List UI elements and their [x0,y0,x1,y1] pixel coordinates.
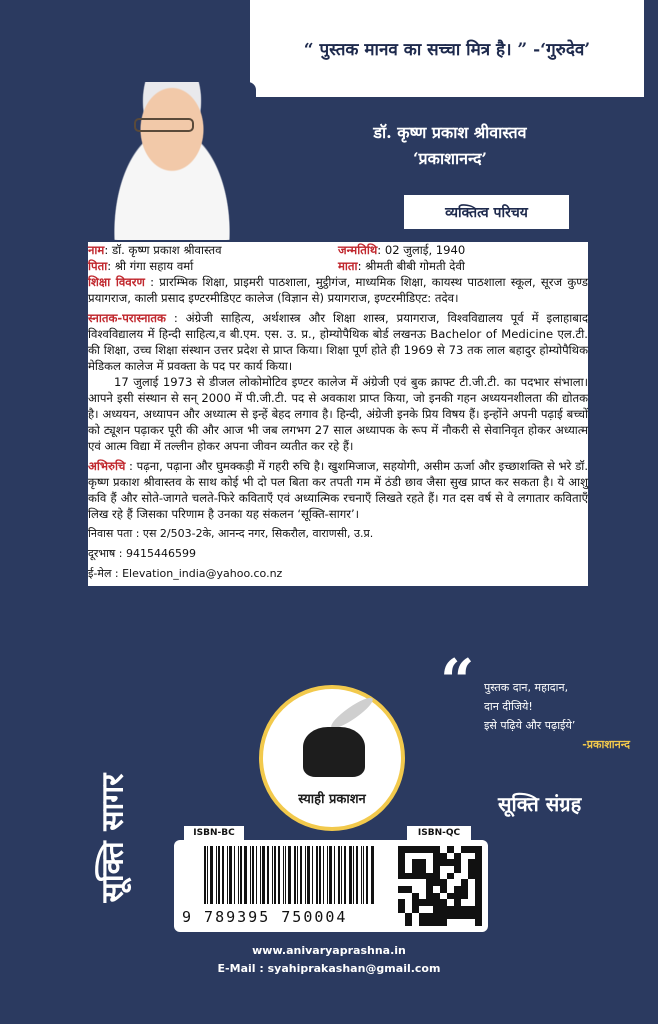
barcode-bar [294,846,296,904]
qr-cell [475,866,482,873]
qr-cell [454,866,461,873]
isbn-qc-label: ISBN-QC [407,826,471,840]
qr-cell [433,866,440,873]
qr-code-icon [398,846,482,926]
barcode-bar [356,846,358,904]
qr-cell [440,853,447,860]
quote-box [250,0,644,97]
education-text: : प्रारम्भिक शिक्षा, प्राइमरी पाठशाला, मुट्ठीगंज, माध्यमिक शिक्षा, कायस्थ पाठशाला स्कूल, सूरज कुण्ड प्रयागराज, काली प्रसाद इण्टरमीडिएट कालेज (विज्ञान से) प्रयागराज, इण्टरमीडिएट: तदेव। [88,275,588,305]
qr-cell [398,919,405,926]
interest-label: अभिरुचि [88,459,126,473]
career-paragraph: 17 जुलाई 1973 से डीजल लोकोमोटिव इण्टर कालेज में अंग्रेजी एवं बुक क्राफ्ट टी.जी.टी. का पदभार संभाला। आपने इसी संस्थान से सन् 2000 में पी.जी.टी. पद से अवकाश प्राप्त किया, जो इनकी गहन अध्ययनशीलता की द्योतक है। अध्ययन, अध्यापन और अध्यात्म से इन्हें बेहद लगाव है। हिन्दी, अंग्रेजी इनके प्रिय विषय हैं। इन्होंने अपनी पढ़ाई बच्चों को ट्यूशन पढ़ाकर पूरी की और आज भी जब लगभग 27 साल अध्यापक के रूप में नौकरी से सेवानिवृत होकर अध्यात्म एवं आत्म विद्या में तल्लीन होकर अपना जीवन व्यतीत कर रहे हैं। [88,375,588,453]
qr-cell [412,886,419,893]
barcode-bar [210,846,213,904]
qr-cell [468,879,475,886]
father-label: पिता [88,259,108,273]
qr-cell [447,846,454,853]
qr-cell [405,879,412,886]
qr-cell [461,853,468,860]
father-value: : श्री गंगा सहाय वर्मा [107,259,194,273]
qr-cell [447,906,454,913]
qr-cell [412,859,419,866]
qr-cell [419,906,426,913]
barcode-bar [344,846,346,904]
author-pen-name: ‘प्रकाशानन्द’ [412,149,488,168]
qr-cell [426,846,433,853]
qr-cell [461,846,468,853]
qr-cell [475,893,482,900]
spine-title [84,748,138,928]
qr-cell [433,859,440,866]
qr-cell [426,886,433,893]
qr-cell [419,919,426,926]
isbn-bc-label: ISBN-BC [184,826,244,840]
qr-cell [454,886,461,893]
qr-cell [398,886,405,893]
qr-cell [468,846,475,853]
side-quote-line-1: पुस्तक दान, महादान, [484,681,569,694]
barcode-bar [229,846,232,904]
qr-cell [433,919,440,926]
qr-cell [412,866,419,873]
qr-cell [440,893,447,900]
graduation-label: स्नातक-परास्नातक [88,311,166,325]
qr-cell [398,913,405,920]
qr-cell [447,866,454,873]
qr-cell [426,853,433,860]
qr-cell [454,913,461,920]
qr-cell [468,873,475,880]
qr-cell [447,886,454,893]
interest-paragraph [88,458,588,522]
qr-cell [405,893,412,900]
barcode-bar [297,846,298,904]
qr-cell [440,899,447,906]
qr-cell [419,866,426,873]
barcode-bar [260,846,261,904]
qr-cell [419,893,426,900]
qr-cell [433,846,440,853]
qr-cell [419,879,426,886]
barcode-bar [256,846,257,904]
qr-cell [433,893,440,900]
barcode-bar [327,846,328,904]
barcode-bar [240,846,242,904]
qr-cell [405,919,412,926]
barcode-bar [341,846,342,904]
inkpot-icon [303,727,365,777]
barcode-bar [262,846,265,904]
dob-label: जन्मतिथि [338,243,378,257]
qr-cell [461,899,468,906]
glasses-shape [134,118,194,132]
father-field [88,258,338,274]
qr-cell [447,873,454,880]
qr-cell [475,846,482,853]
side-quote-line-2: दान दीजिये! [484,700,533,713]
qr-cell [475,913,482,920]
qr-cell [440,919,447,926]
barcode-bar [216,846,217,904]
qr-cell [454,873,461,880]
qr-cell [405,906,412,913]
education-paragraph [88,274,588,306]
qr-cell [440,873,447,880]
barcode-bar [274,846,276,904]
qr-cell [433,879,440,886]
qr-cell [475,853,482,860]
qr-cell [440,846,447,853]
qr-cell [461,873,468,880]
qr-cell [440,913,447,920]
barcode-bar [353,846,354,904]
mother-label: माता [338,259,358,273]
qr-cell [405,899,412,906]
barcode-bar [312,846,313,904]
interest-text: : पढ़ना, पढ़ाना और घुमक्कड़ी में गहरी रुचि है। खुशमिजाज, सहयोगी, असीम ऊर्जा और इच्छाशक्ति से भरे डॉ. कृष्ण प्रकाश श्रीवास्तव के साथ कोई भी दो पल बिता कर तपती गम में ठंडी छाव जैसा सुख प्राप्त कर सकता है। ये आशु कवि हैं और सोते-जागते चलते-फिरे कविताएँ एवं अध्यात्मिक रचनाएँ लिखते रहते हैं। गत दस वर्ष से वे लगातार कविताएँ लिख रहे हैं जिसका परिणाम है उनका यह संकलन ‘सूक्ति-सागर’। [88,459,588,521]
qr-cell [433,853,440,860]
qr-cell [398,853,405,860]
qr-cell [475,906,482,913]
qr-cell [405,866,412,873]
qr-cell [419,886,426,893]
qr-cell [447,919,454,926]
qr-cell [447,899,454,906]
dob-value: : 02 जुलाई, 1940 [377,243,466,257]
publisher-name: स्याही प्रकाशन [298,792,366,807]
barcode-bar [338,846,340,904]
qr-cell [447,893,454,900]
barcode-bar [244,846,247,904]
barcode-bar [366,846,368,904]
barcode-bar [204,846,206,904]
publisher-logo [259,685,405,831]
bio-row-2 [88,258,588,274]
qr-cell [433,873,440,880]
qr-cell [454,899,461,906]
barcode-bar [278,846,280,904]
barcode-bar [285,846,286,904]
qr-cell [468,919,475,926]
qr-cell [426,913,433,920]
qr-cell [454,879,461,886]
bio-row-1 [88,242,588,258]
footer-email: E-Mail : syahiprakashan@gmail.com [217,962,441,975]
barcode-bar [222,846,224,904]
qr-cell [475,879,482,886]
author-name: डॉ. कृष्ण प्रकाश श्रीवास्तव [373,123,527,142]
qr-cell [426,893,433,900]
barcode-bar [252,846,254,904]
email: ई-मेल : Elevation_india@yahoo.co.nz [88,567,283,580]
qr-cell [454,859,461,866]
barcode-bar [316,846,318,904]
barcode-bar [218,846,220,904]
barcode-bar [371,846,374,904]
qr-cell [398,879,405,886]
qr-cell [433,886,440,893]
mother-value: : श्रीमती बीबी गोमती देवी [357,259,465,273]
side-quote-signature: -प्रकाशानन्द [582,738,630,751]
qr-cell [461,859,468,866]
barcode-bar [329,846,332,904]
qr-cell [419,846,426,853]
barcode-bar [234,846,235,904]
qr-cell [426,873,433,880]
qr-cell [412,919,419,926]
qr-cell [440,879,447,886]
qr-cell [405,846,412,853]
bio-panel [88,242,588,586]
qr-cell [468,899,475,906]
website-link[interactable]: www.anivaryaprashna.in [252,944,406,957]
qr-cell [433,906,440,913]
barcode-bar [250,846,251,904]
qr-cell [426,899,433,906]
qr-cell [405,853,412,860]
barcode-bar [238,846,239,904]
address: निवास पता : एस 2/503-2के, आनन्द नगर, सिकरौल, वाराणसी, उ.प्र. [88,527,374,540]
qr-cell [454,853,461,860]
quote-text: “ पुस्तक मानव का सच्चा मित्र है। ” -‘गुरुदेव’ [303,40,591,60]
qr-cell [468,906,475,913]
barcode-bar [288,846,291,904]
qr-cell [398,873,405,880]
qr-cell [405,913,412,920]
barcode-bar [319,846,321,904]
qr-cell [468,893,475,900]
isbn-number: 9 789395 750004 [182,908,348,926]
qr-cell [475,886,482,893]
name-label: नाम [88,243,105,257]
qr-cell [461,919,468,926]
qr-cell [412,879,419,886]
barcode-bar [361,846,362,904]
qr-cell [398,846,405,853]
qr-cell [398,893,405,900]
qr-panel [392,840,488,932]
spine-title-text: सूक्ति सागर [95,773,131,903]
qr-cell [398,859,405,866]
barcode-bar [334,846,335,904]
barcode-bar [267,846,269,904]
qr-cell [468,859,475,866]
qr-cell [461,913,468,920]
qr-cell [405,886,412,893]
qr-cell [461,866,468,873]
quote-mark-icon: “ [440,647,475,717]
barcode-bar [227,846,228,904]
qr-cell [405,873,412,880]
qr-cell [426,866,433,873]
qr-cell [419,853,426,860]
qr-cell [412,899,419,906]
qr-cell [426,859,433,866]
author-portrait [88,82,256,240]
barcode-bar [283,846,284,904]
qr-cell [447,859,454,866]
qr-cell [468,886,475,893]
qr-cell [405,859,412,866]
qr-cell [461,893,468,900]
barcode-bar [323,846,324,904]
qr-cell [419,859,426,866]
qr-cell [468,866,475,873]
name-field [88,242,338,258]
qr-cell [475,919,482,926]
qr-cell [398,899,405,906]
barcode-bar [307,846,310,904]
qr-cell [440,906,447,913]
qr-cell [433,899,440,906]
qr-cell [447,853,454,860]
barcode-bar [305,846,306,904]
qr-cell [426,879,433,886]
qr-cell [412,913,419,920]
qr-cell [426,919,433,926]
barcode-bar [349,846,352,904]
barcode-bar [272,846,273,904]
qr-cell [419,913,426,920]
qr-cell [398,866,405,873]
qr-cell [440,886,447,893]
barcode-bar [207,846,208,904]
section-title-text: व्यक्तित्व परिचय [445,204,528,221]
qr-cell [461,906,468,913]
qr-cell [468,913,475,920]
collection-label: सूक्ति संग्रह [498,792,582,816]
qr-cell [398,906,405,913]
qr-cell [468,853,475,860]
education-label: शिक्षा विवरण [88,275,145,289]
graduation-paragraph [88,310,588,374]
qr-cell [475,873,482,880]
qr-cell [454,906,461,913]
qr-cell [412,873,419,880]
side-quote [484,678,630,754]
qr-cell [440,866,447,873]
qr-cell [454,846,461,853]
barcode-bar [300,846,302,904]
graduation-text: : अंग्रेजी साहित्य, अर्थशास्त्र और शिक्षा शास्त्र, प्रयागराज, विश्वविद्यालय पूर्व में इलाहाबाद विश्वविद्यालय में हिन्दी साहित्य,व बी.एम. एस. उ. प्र., होम्योपैथिक बोर्ड लखनऊ Bachelor of Medicine एल.टी. की शिक्षा, उच्च शिक्षा संस्थान उत्तर प्रदेश से प्राप्त किया। शिक्षा पूर्ण होते ही 1969 से 73 तक लाल बहादुर होम्योपैथिक मेडिकल कालेज में प्रवक्ता के पद पर कार्य किया। [88,311,588,373]
side-quote-line-3: इसे पढ़िये और पढ़ाईये’ [484,719,576,732]
qr-cell [461,886,468,893]
mother-field [338,258,588,274]
qr-cell [412,893,419,900]
qr-cell [475,899,482,906]
qr-cell [447,913,454,920]
qr-cell [454,919,461,926]
qr-cell [433,913,440,920]
qr-cell [461,879,468,886]
name-value: : डॉ. कृष्ण प्रकाश श्रीवास्तव [104,243,222,257]
barcode-bar [363,846,364,904]
section-title [404,195,569,229]
qr-cell [419,873,426,880]
qr-cell [412,853,419,860]
qr-cell [447,879,454,886]
author-name-block [330,120,570,172]
dob-field [338,242,588,258]
qr-cell [419,899,426,906]
footer [0,942,658,978]
qr-cell [440,859,447,866]
phone: दूरभाष : 9415446599 [88,547,196,560]
qr-cell [412,906,419,913]
qr-cell [426,906,433,913]
qr-cell [475,859,482,866]
qr-cell [412,846,419,853]
qr-cell [454,893,461,900]
